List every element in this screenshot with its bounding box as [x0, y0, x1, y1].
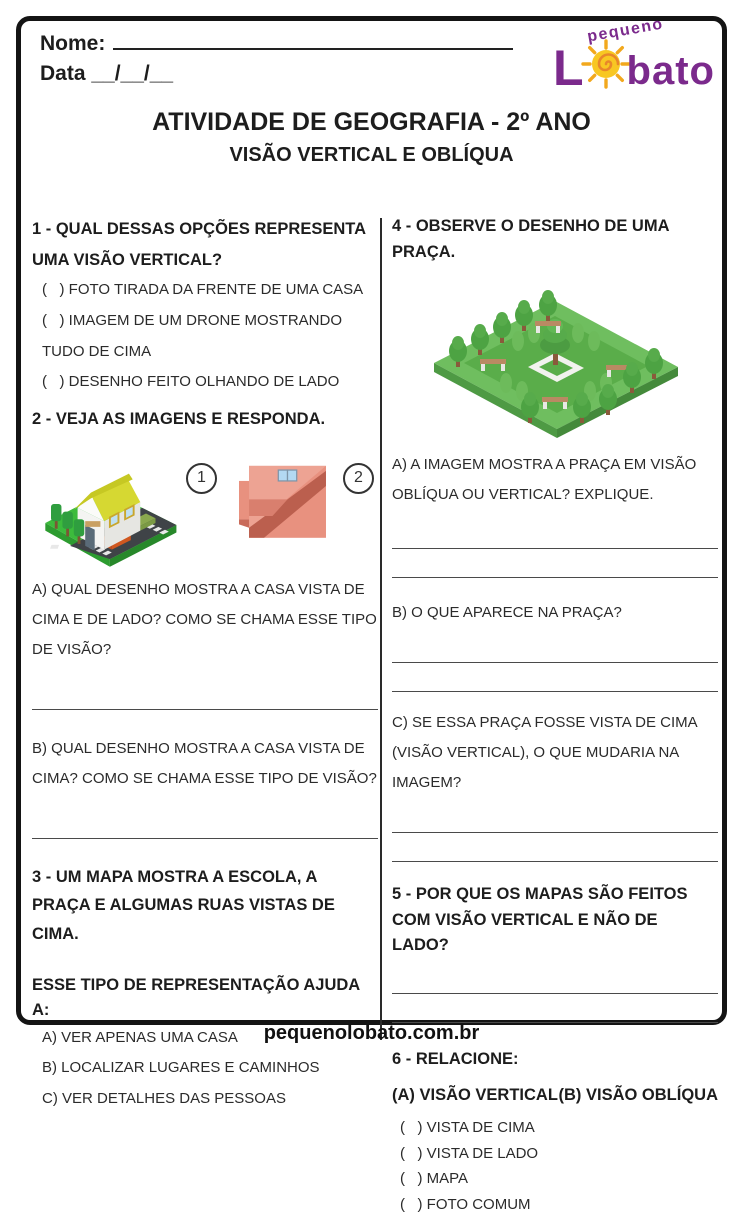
question-2-images-row: [32, 447, 378, 565]
image-1-number-badge: 1: [186, 463, 217, 494]
plaza-illustration: [410, 271, 700, 444]
logo-word-pequeno: pequeno: [586, 15, 665, 46]
answer-line: [392, 833, 718, 862]
match-column-b-label: (B) VISÃO OBLÍQUA: [558, 1086, 718, 1105]
worksheet-title: ATIVIDADE DE GEOGRAFIA - 2º ANO: [152, 108, 591, 136]
date-label: Data __/__/__: [40, 62, 174, 85]
question-6-option: ( ) MAPA: [400, 1170, 469, 1188]
match-column-a-label: (A) VISÃO VERTICAL: [392, 1086, 558, 1105]
question-6-option: ( ) VISTA DE CIMA: [400, 1119, 535, 1137]
question-1-option: ( ) DESENHO FEITO OLHANDO DE LADO: [42, 373, 340, 391]
question-1-option: ( ) IMAGEM DE UM DRONE MOSTRANDO TUDO DE CIMA: [42, 311, 342, 360]
answer-line: [32, 810, 378, 839]
answer-line: [392, 804, 718, 833]
question-6-match-columns: [392, 1086, 718, 1105]
sun-logo-icon: [580, 38, 632, 95]
answer-line: [392, 994, 718, 1023]
image-2-number-badge: 2: [343, 463, 374, 494]
question-4c-text: C) SE ESSA PRAÇA FOSSE VISTA DE CIMA (VISÃO VERTICAL), O QUE MUDARIA NA IMAGEM?: [392, 714, 697, 792]
question-4a-text: A) A IMAGEM MOSTRA A PRAÇA EM VISÃO OBLÍQUA OU VERTICAL? EXPLIQUE.: [392, 456, 697, 504]
pequeno-lobato-logo: [553, 16, 729, 106]
worksheet-subtitle: VISÃO VERTICAL E OBLÍQUA: [229, 144, 514, 166]
question-3-option: B) LOCALIZAR LUGARES E CAMINHOS: [42, 1059, 320, 1077]
name-label: Nome:: [40, 32, 106, 55]
question-1-heading: 1 - QUAL DESSAS OPÇÕES REPRESENTA UMA VISÃO VERTICAL?: [32, 220, 366, 269]
question-6-option: ( ) FOTO COMUM: [400, 1195, 531, 1213]
question-3-option: A) VER APENAS UMA CASA: [42, 1028, 238, 1046]
isometric-house-illustration: [32, 447, 184, 568]
column-divider: [380, 218, 382, 1040]
question-4-heading: 4 - OBSERVE O DESENHO DE UMA PRAÇA.: [392, 217, 669, 261]
right-column: [392, 214, 718, 1217]
logo-word-bato: bato: [626, 49, 715, 93]
answer-line: [392, 520, 718, 549]
logo-letter-l: L: [553, 40, 584, 96]
question-5-heading: 5 - POR QUE OS MAPAS SÃO FEITOS COM VISÃO VERTICAL E NÃO DE LADO?: [392, 885, 688, 955]
question-3-heading: 3 - UM MAPA MOSTRA A ESCOLA, A PRAÇA E ALGUMAS RUAS VISTAS DE CIMA.: [32, 867, 335, 944]
name-blank-line: [113, 28, 513, 50]
roof-top-view-illustration: [239, 453, 331, 554]
website-footer: pequenolobato.com.br: [263, 1022, 480, 1044]
name-field-row: [40, 28, 513, 56]
answer-line: [392, 549, 718, 578]
question-2b-text: B) QUAL DESENHO MOSTRA A CASA VISTA DE CIMA? COMO SE CHAMA ESSE TIPO DE VISÃO?: [32, 739, 377, 787]
answer-line: [392, 663, 718, 692]
answer-line: [392, 965, 718, 994]
question-2a-text: A) QUAL DESENHO MOSTRA A CASA VISTA DE CIMA E DE LADO? COMO SE CHAMA ESSE TIPO DE VISÃO?: [32, 580, 377, 658]
question-6-heading: 6 - RELACIONE:: [392, 1049, 519, 1068]
answer-line: [32, 681, 378, 710]
question-2-heading: 2 - VEJA AS IMAGENS E RESPONDA.: [32, 410, 326, 429]
question-3-subheading: ESSE TIPO DE REPRESENTAÇÃO AJUDA A:: [32, 976, 360, 1019]
left-column: [32, 214, 378, 1115]
question-3-option: C) VER DETALHES DAS PESSOAS: [42, 1090, 286, 1108]
question-1-option: ( ) FOTO TIRADA DA FRENTE DE UMA CASA: [42, 281, 364, 299]
question-6-option: ( ) VISTA DE LADO: [400, 1144, 539, 1162]
answer-line: [392, 634, 718, 663]
question-4b-text: B) O QUE APARECE NA PRAÇA?: [392, 604, 622, 622]
